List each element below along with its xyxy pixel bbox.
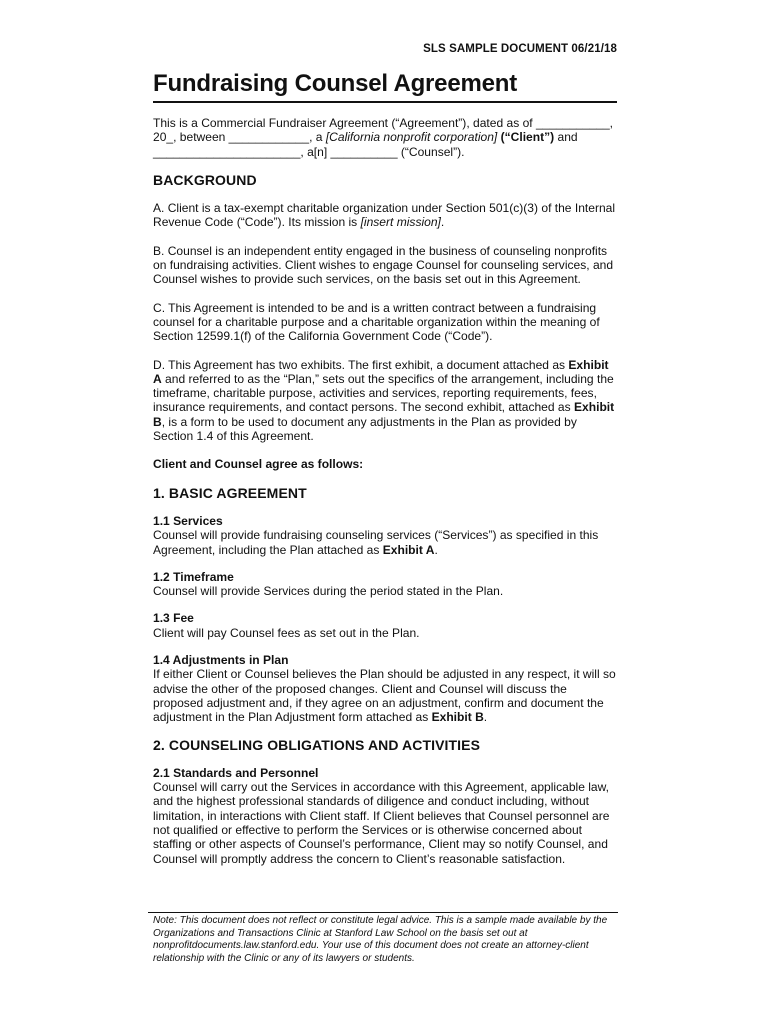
page-title: Fundraising Counsel Agreement [153,70,518,97]
intro-text: This is a Commercial Fundraiser Agreement (“Agreement”), dated as of ___________, 20_, between ____________, a [153,116,614,145]
subsection-title-adjustments: 1.4 Adjustments in Plan [153,653,289,668]
subsection-1-4-end: . [483,710,488,725]
subsection-1-2-text: Counsel will provide Services during the period stated in the Plan. [153,584,504,599]
background-d-text2: and referred to as the “Plan,” sets out the specifics of the arrangement, including the timeframe, charitable purpose, activities and services, reporting requirements, fees, insurance requirements, and contact persons. The second exhibit, attached as [153,371,614,415]
background-d-exhibit-b: Exhibit B [153,400,615,429]
subsection-title-standards: 2.1 Standards and Personnel [153,765,319,780]
title-divider [153,101,617,103]
intro-quote-close: ”) [544,130,555,145]
subsection-title-services: 1.1 Services [153,513,223,528]
subsection-1-4-text: If either Client or Counsel believes the Plan should be adjusted in any respect, it will so advise the other of the proposed changes. Client and Counsel will discuss the proposed adjustment and, if they agree on an adjustment, confirm and document the adjustment in the Plan Adjustment form attached as [153,667,616,725]
intro-paragraph [153,116,619,159]
background-paragraph-c: C. This Agreement is intended to be and is a written contract between a fundraising counsel for a charitable purpose and a charitable organization within the meaning of Section 12599.1(f) of the California Government Code (“Code”). [153,300,600,344]
background-d-exhibit-a: Exhibit A [153,357,609,386]
background-a-text: A. Client is a tax-exempt charitable organization under Section 501(c)(3) of the Internal Revenue Code (“Code”). Its mission is [153,201,616,230]
background-a-end: . [440,215,445,230]
section-heading-counseling-obligations: 2. COUNSELING OBLIGATIONS AND ACTIVITIES [153,736,481,753]
subsection-1-3-text: Client will pay Counsel fees as set out in the Plan. [153,625,420,640]
subsection-1-2 [153,570,619,599]
footnote-divider [148,912,618,913]
background-d-text3: , is a form to be used to document any adjustments in the Plan as provided by Section 1.4 of this Agreement. [153,414,577,444]
subsection-1-4-exhibit: Exhibit B [431,710,484,725]
intro-entity-type: [California nonprofit corporation] [325,130,498,145]
background-paragraph-b: B. Counsel is an independent entity engaged in the business of counseling nonprofits on fundraising activities. Client wishes to engage Counsel for counseling services, and Counsel wishes to provide such services, on the basis set out in this Agreement. [153,243,614,287]
intro-text-end: and ______________________, a[n] __________ (“Counsel”). [153,130,578,159]
intro-quote-open: (“ [497,130,511,145]
subsection-1-1-end: . [434,542,438,557]
section-heading-background: BACKGROUND [153,171,257,188]
section-heading-basic-agreement: 1. BASIC AGREEMENT [153,484,307,501]
subsection-title-timeframe: 1.2 Timeframe [153,569,234,584]
document-body [153,116,619,879]
background-d-text1: D. This Agreement has two exhibits. The first exhibit, a document attached as [153,357,569,372]
subsection-1-3 [153,611,619,640]
subsection-1-1-text: Counsel will provide fundraising counseling services (“Services”) as specified in this Agreement, including the Plan attached as [153,528,599,557]
agreement-lead-in: Client and Counsel agree as follows: [153,457,364,472]
background-a-mission: [insert mission] [360,215,441,230]
intro-client-term: Client [510,130,545,145]
subsection-1-1 [153,514,619,557]
subsection-2-1 [153,766,619,866]
subsection-2-1-text: Counsel will carry out the Services in accordance with this Agreement, applicable law, and the highest professional standards of diligence and conduct including, without limitation, in interactions with Client staff. If Client believes that Counsel personnel are not qualified or effective to perform the Services or is otherwise concerned about staffing or other aspects of Counsel’s performance, Client may so notify Counsel, and Counsel will promptly address the concern to Client’s reasonable satisfaction. [153,780,610,866]
footnote-disclaimer: Note: This document does not reflect or constitute legal advice. This is a sample made available by the Organizations and Transactions Clinic at Stanford Law School on the basis set out at nonprofitdocuments.law.stanford.edu. Your use of this document does not create an attorney-client relationship with the Clinic or any of its lawyers or students. [153,915,608,964]
background-paragraph-d [153,358,619,444]
document-header-label: SLS SAMPLE DOCUMENT 06/21/18 [423,43,617,55]
subsection-title-fee: 1.3 Fee [153,611,194,626]
subsection-1-1-exhibit: Exhibit A [382,542,435,557]
background-paragraph-a [153,201,619,230]
subsection-1-4 [153,653,619,724]
